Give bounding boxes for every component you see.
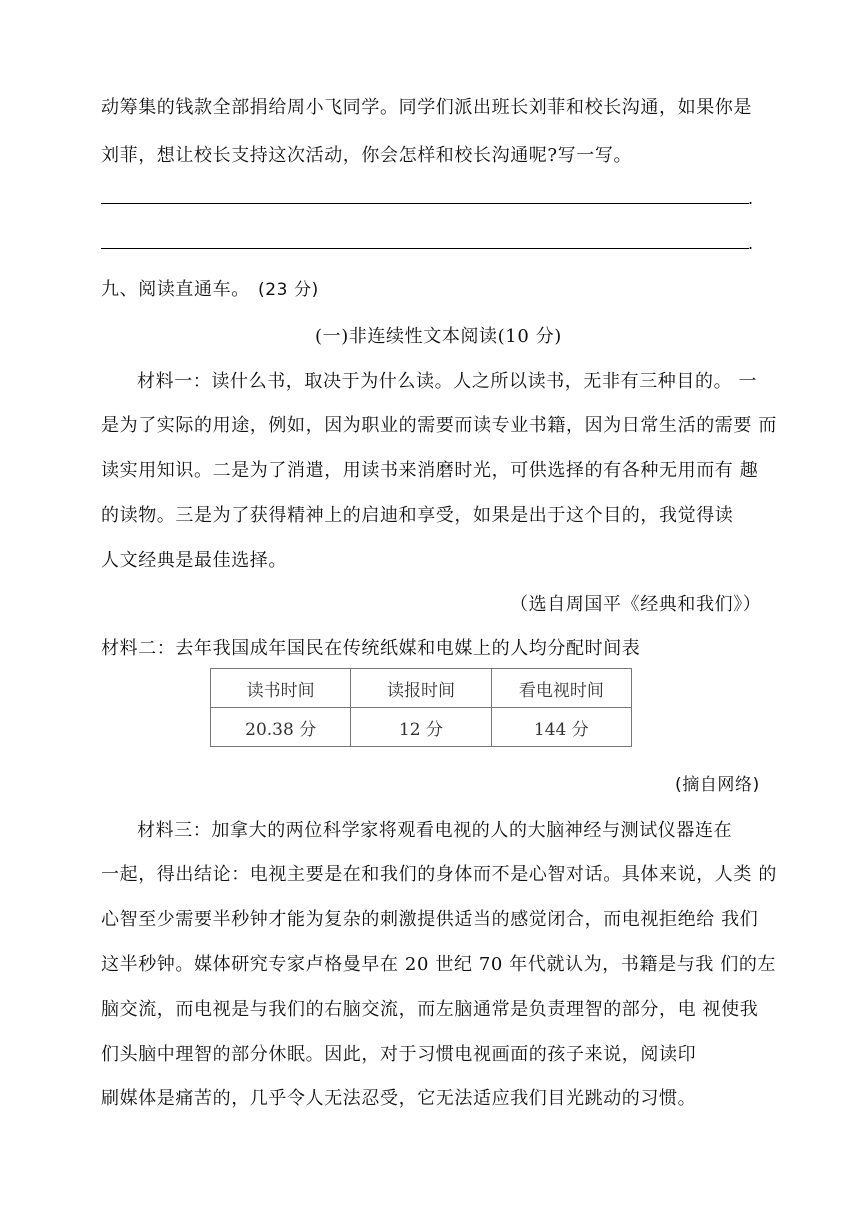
- material-three-line-3: 心智至少需要半秒钟才能为复杂的刺激提供适当的感觉闭合，而电视拒绝给 我们: [101, 909, 759, 930]
- section-points: (23 分): [258, 280, 319, 300]
- table-header-reading-newspapers: 读报时间: [351, 669, 491, 708]
- material-one-source: （选自周国平《经典和我们》）: [510, 594, 762, 615]
- sub-section-heading: (一)非连续性文本阅读(10 分): [315, 326, 562, 347]
- intro-paragraph-line-1: 动筹集的钱款全部捐给周小飞同学。同学们派出班长刘菲和校长沟通，如果你是: [101, 97, 752, 118]
- material-three-line-1: 材料三：加拿大的两位科学家将观看电视的人的大脑神经与测试仪器连在: [137, 820, 733, 841]
- material-three-line-7: 刷媒体是痛苦的，几乎令人无法忍受，它无法适应我们目光跳动的习惯。: [101, 1088, 697, 1109]
- material-three-line-5: 脑交流，而电视是与我们的右脑交流，而左脑通常是负责理智的部分，电 视使我: [101, 999, 759, 1020]
- intro-paragraph-line-2: 刘菲，想让校长支持这次活动，你会怎样和校长沟通呢?写一写。: [101, 145, 633, 166]
- material-three-line-6: 们头脑中理智的部分休眠。因此，对于习惯电视画面的孩子来说，阅读印: [101, 1044, 697, 1065]
- material-three-line-4: 这半秒钟。媒体研究专家卢格曼早在 20 世纪 70 年代就认为，书籍是与我 们的左: [101, 954, 777, 975]
- material-one-line-5: 人文经典是最佳选择。: [101, 550, 287, 571]
- answer-line-1-end-mark: .: [748, 189, 754, 208]
- table-cell-reading-books: 20.38 分: [211, 708, 351, 747]
- material-one-line-2: 是为了实际的用途，例如，因为职业的需要而读专业书籍，因为日常生活的需要 而: [101, 415, 777, 436]
- material-one-line-3: 读实用知识。二是为了消遣，用读书来消磨时光，可供选择的有各种无用而有 趣: [101, 460, 759, 481]
- table-header-reading-books: 读书时间: [211, 669, 351, 708]
- answer-line-2-end-mark: .: [748, 234, 754, 253]
- material-two-caption: 材料二：去年我国成年国民在传统纸媒和电媒上的人均分配时间表: [101, 638, 641, 659]
- reading-time-table: [210, 668, 632, 746]
- table-header-watching-tv: 看电视时间: [491, 669, 631, 708]
- material-one-line-1: 材料一：读什么书，取决于为什么读。人之所以读书，无非有三种目的。 一: [137, 371, 758, 392]
- answer-line-1[interactable]: [101, 203, 749, 204]
- material-two-source: (摘自网络): [675, 775, 760, 795]
- answer-line-2[interactable]: [101, 248, 749, 249]
- table-cell-reading-newspapers: 12 分: [351, 708, 491, 747]
- section-heading: 九、阅读直通车。: [101, 279, 250, 300]
- material-three-line-2: 一起，得出结论：电视主要是在和我们的身体而不是心智对话。具体来说，人类 的: [101, 864, 777, 885]
- table-cell-watching-tv: 144 分: [491, 708, 631, 747]
- material-one-line-4: 的读物。三是为了获得精神上的启迪和享受，如果是出于这个目的，我觉得读: [101, 505, 734, 526]
